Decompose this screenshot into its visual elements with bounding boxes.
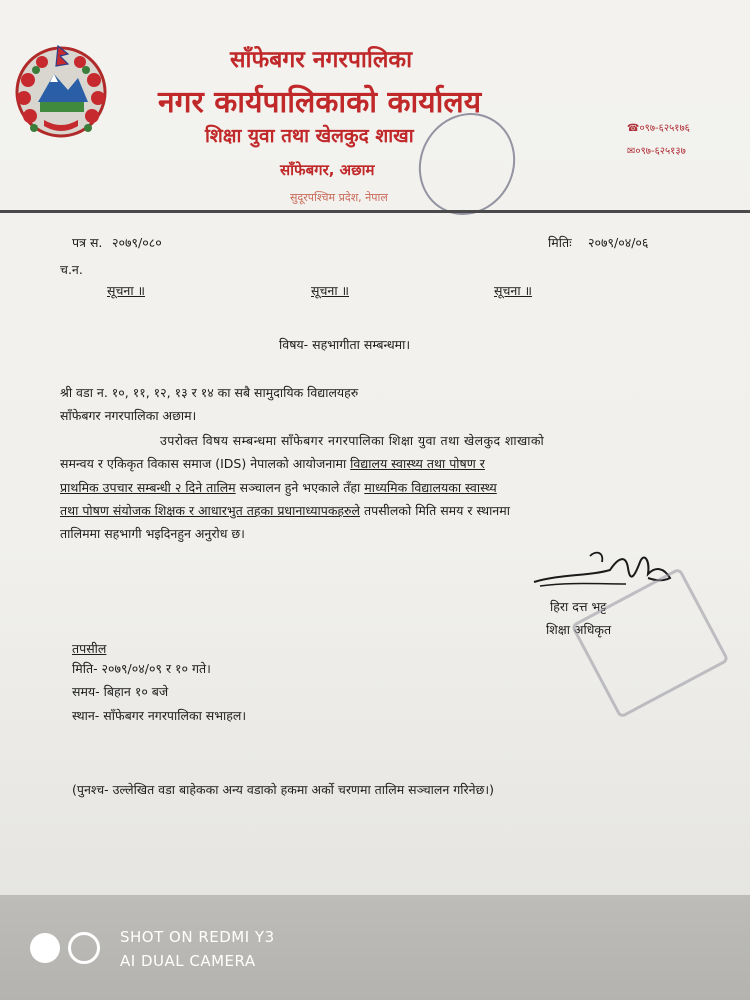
letter-date: २०७९/०४/०६ (588, 235, 649, 250)
municipality-name: साँफेबगर नगरपालिका (230, 47, 413, 73)
section-name: शिक्षा युवा तथा खेलकुद शाखा (205, 125, 414, 147)
body-text: तपसीलको मिति समय र स्थानमा (360, 503, 510, 518)
notice-heading-center: सूचना ॥ (311, 283, 350, 298)
body-line-5: तालिममा सहभागी भइदिनहुन अनुरोध छ। (60, 526, 245, 541)
notice-heading-right: सूचना ॥ (494, 283, 533, 298)
camera-watermark-line1: SHOT ON REDMI Y3 (120, 928, 275, 946)
addressee-line: श्री वडा न. १०, ११, १२, १३ र १४ का सबै सामुदायिक विद्यालयहरु (60, 385, 359, 400)
participants-part2: तथा पोषण संयोजक शिक्षक र आधारभुत तहका प्रधानाध्यापकहरुले (60, 503, 361, 518)
fax-number: ✉०९७-६२५१३७ (627, 146, 686, 157)
patra-label: पत्र स. (72, 235, 103, 250)
training-venue: स्थान- साँफेबगर नगरपालिका सभाहल। (72, 708, 247, 723)
body-line-3 (60, 479, 497, 496)
training-title-part1: विद्यालय स्वास्थ्य तथा पोषण र (350, 456, 485, 471)
date-label: मितिः (548, 235, 572, 250)
filled-circle-icon (30, 933, 60, 963)
signatory-name: हिरा दत्त भट्ट (550, 599, 607, 614)
photo-background (0, 895, 750, 1000)
body-text: समन्वय र एकिकृत विकास समाज (IDS) नेपालको आयोजनामा (60, 456, 351, 471)
body-line-4 (60, 502, 510, 519)
signatory-title: शिक्षा अधिकृत (546, 622, 612, 637)
subject-line: विषय- सहभागीता सम्बन्धमा। (279, 337, 411, 352)
details-heading: तपसील (72, 641, 107, 656)
training-date: मिति- २०७९/०४/०९ र १० गते। (72, 661, 211, 676)
camera-brand-icon (30, 932, 108, 964)
camera-watermark-line2: AI DUAL CAMERA (120, 952, 256, 970)
training-time: समय- बिहान १० बजे (72, 684, 169, 699)
office-location: साँफेबगर, अछाम (280, 161, 375, 179)
notice-heading-left: सूचना ॥ (107, 283, 146, 298)
phone-number: ☎०९७-६२५१७६ (627, 123, 690, 134)
chalani-label: च.न. (60, 262, 83, 277)
patra-number: २०७९/०८० (112, 235, 162, 250)
ring-circle-icon (68, 932, 100, 964)
training-title-part2: प्राथमिक उपचार सम्बन्धी २ दिने तालिम (60, 480, 236, 495)
postscript-note: (पुनश्च- उल्लेखित वडा बाहेकका अन्य वडाको हकमा अर्को चरणमा तालिम सञ्चालन गरिनेछ।) (72, 782, 494, 797)
body-text: सञ्चालन हुने भएकाले तँहा (235, 480, 365, 495)
addressee-municipality: साँफेबगर नगरपालिका अछाम। (60, 408, 197, 423)
province-name: सुदूरपश्चिम प्रदेश, नेपाल (290, 191, 388, 204)
participants-part1: माध्यमिक विद्यालयका स्वास्थ्य (364, 480, 497, 495)
office-name: नगर कार्यपालिकाको कार्यालय (158, 85, 482, 120)
body-line-1: उपरोक्त विषय सम्बन्धमा साँफेबगर नगरपालिका शिक्षा युवा तथा खेलकुद शाखाको (160, 433, 545, 448)
body-line-2 (60, 455, 485, 472)
nepal-emblem-logo (14, 40, 108, 144)
header-divider (0, 210, 750, 213)
